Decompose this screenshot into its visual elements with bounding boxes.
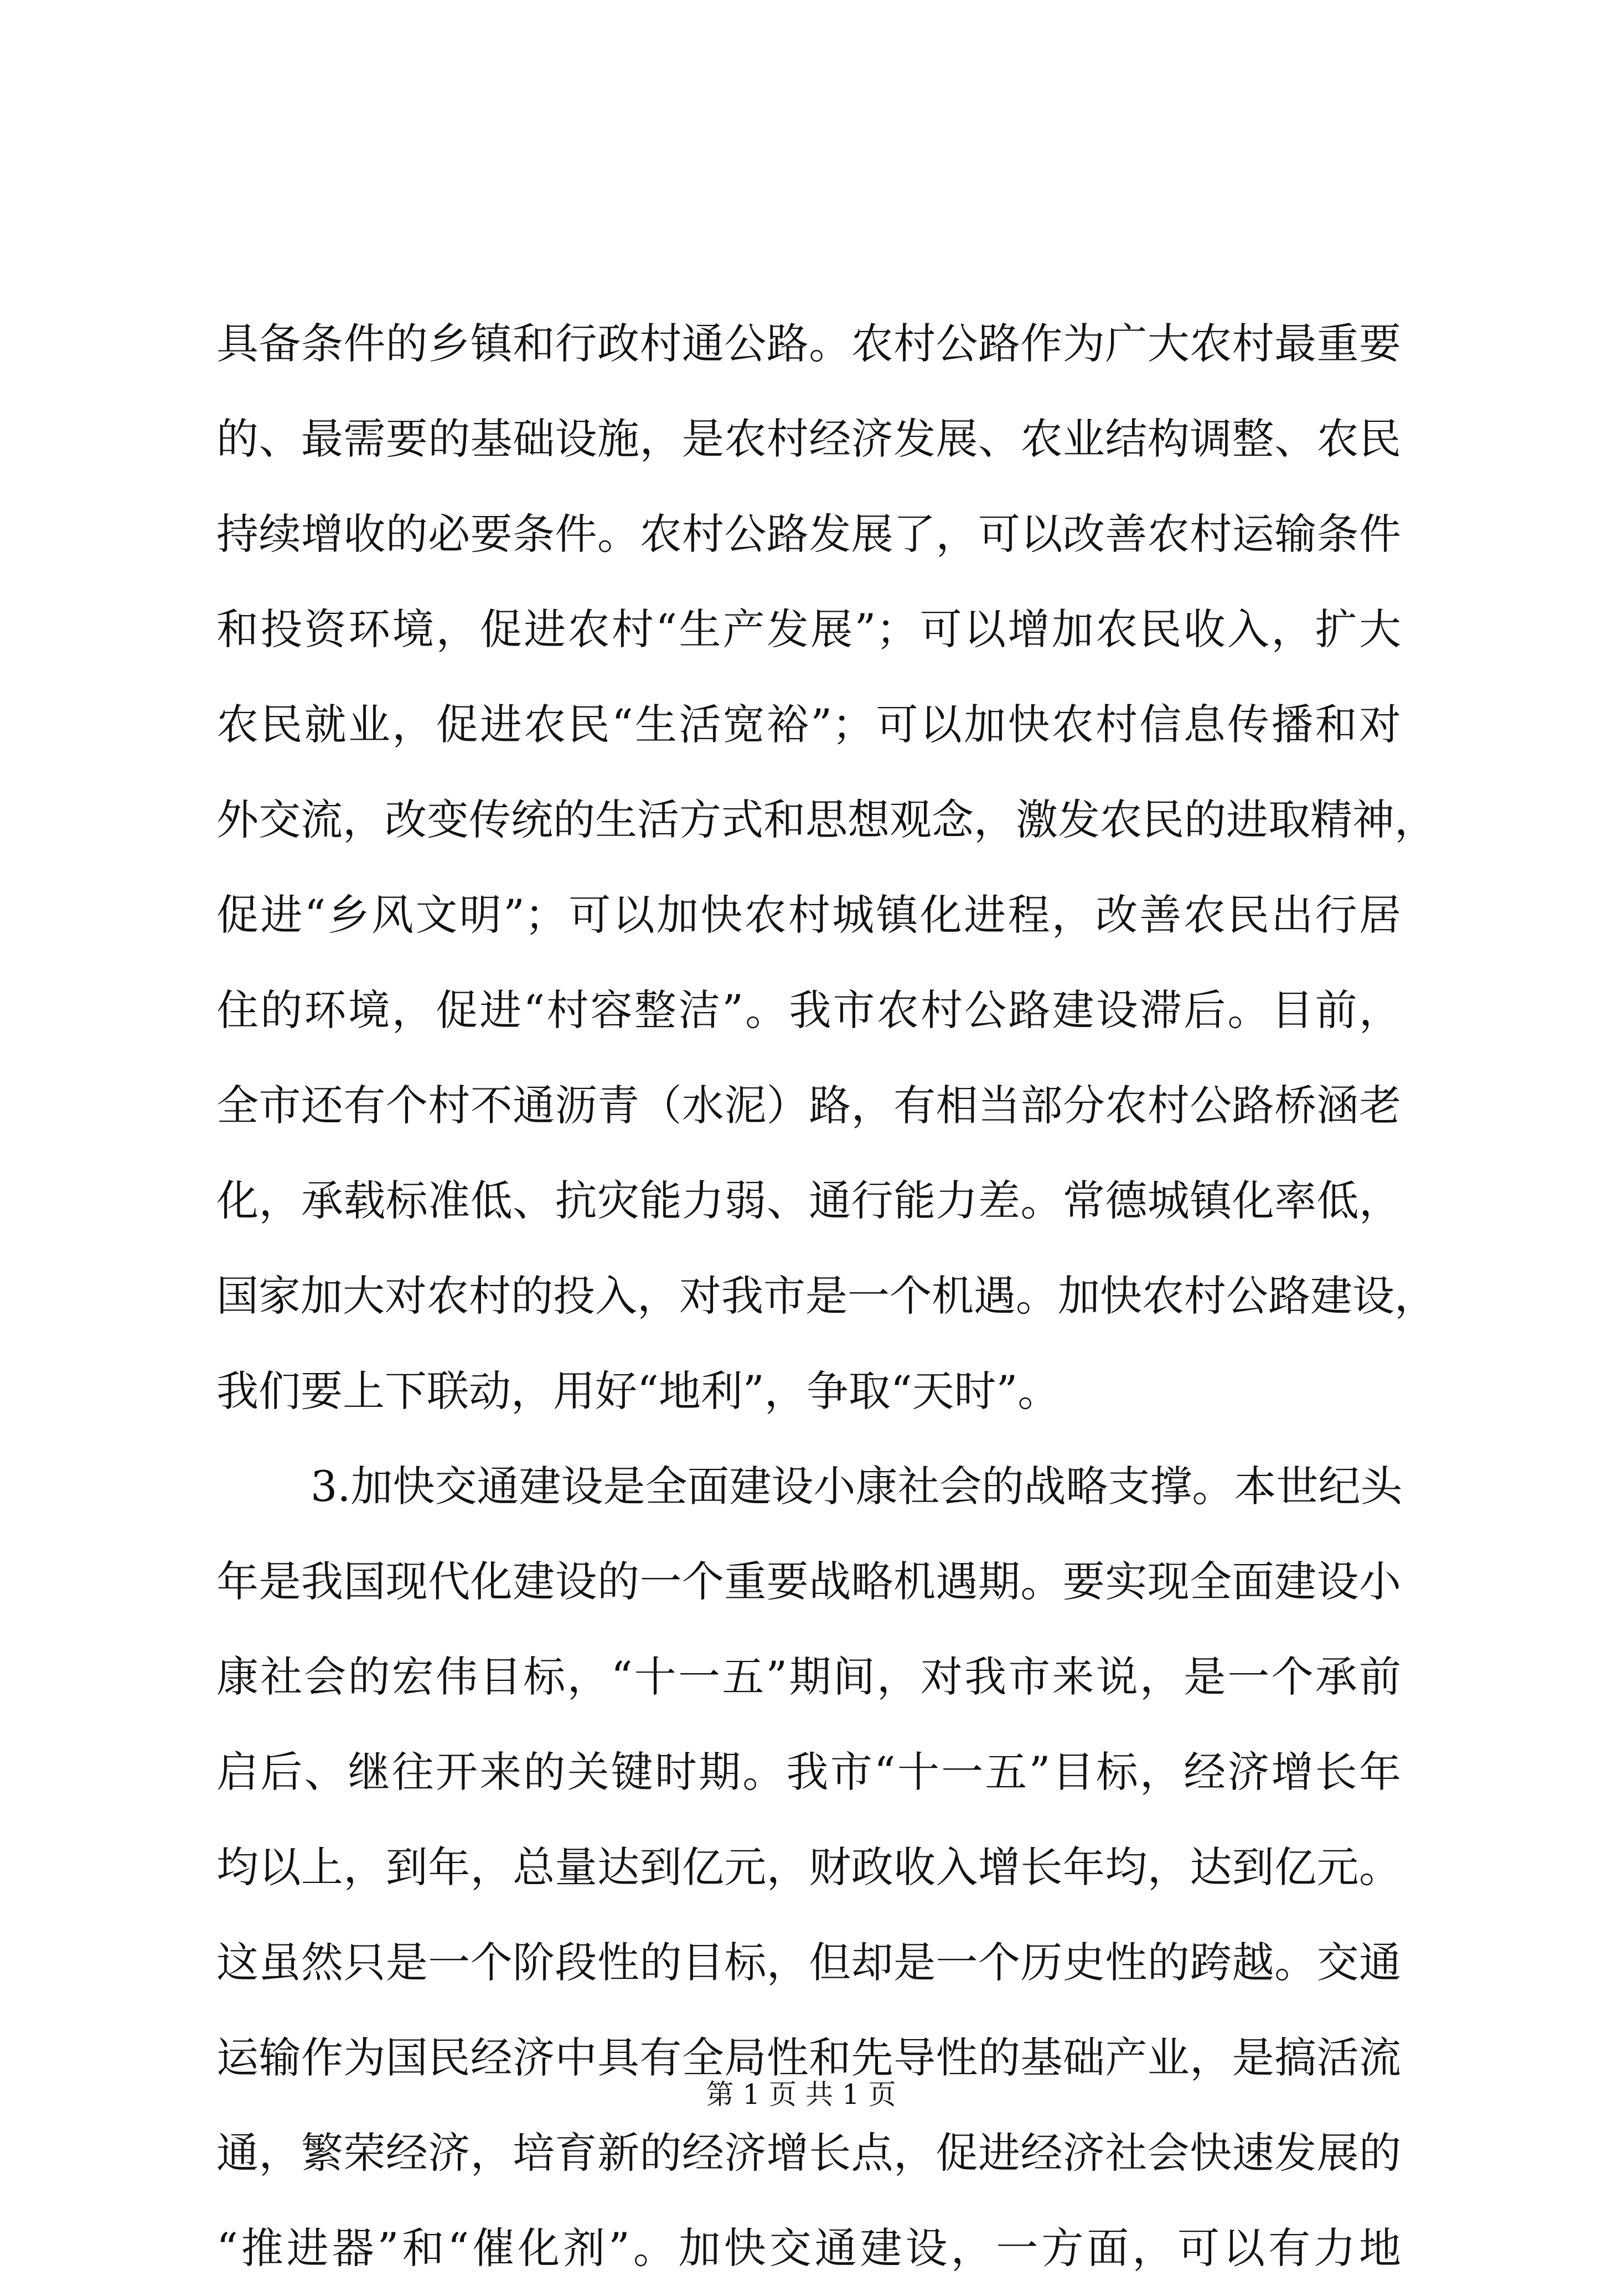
text-line: 持续增收的必要条件。农村公路发展了，可以改善农村运输条件 [216, 509, 1401, 559]
text-line: 化，承载标准低、抗灾能力弱、通行能力差。常德城镇化率低， [216, 1176, 1401, 1225]
page-footer [0, 2075, 1602, 2114]
text-line: 康社会的宏伟目标，“十一五”期间，对我市来说，是一个承前 [216, 1652, 1401, 1701]
page-number-label: 第 1 页 共 1 页 [706, 2078, 896, 2111]
text-line: 外交流，改变传统的生活方式和思想观念，激发农民的进取精神， [216, 795, 1436, 844]
text-line: 农民就业，促进农民“生活宽裕”；可以加快农村信息传播和对 [216, 700, 1401, 749]
text-line: 国家加大对农村的投入，对我市是一个机遇。加快农村公路建设， [216, 1271, 1436, 1320]
text-line: 运输作为国民经济中具有全局性和先导性的基础产业，是搞活流 [216, 2033, 1401, 2082]
text-line: 全市还有个村不通沥青（水泥）路，有相当部分农村公路桥涵老 [216, 1081, 1401, 1130]
text-line: 均以上，到年，总量达到亿元，财政收入增长年均，达到亿元。 [216, 1843, 1401, 1892]
text-line: 具备条件的乡镇和行政村通公路。农村公路作为广大农村最重要 [216, 319, 1401, 368]
text-line: 启后、继往开来的关键时期。我市“十一五”目标，经济增长年 [216, 1747, 1401, 1797]
text-line: 促进“乡风文明”；可以加快农村城镇化进程，改善农民出行居 [216, 890, 1401, 940]
text-line: 的、最需要的基础设施，是农村经济发展、农业结构调整、农民 [216, 414, 1401, 463]
text-line: 这虽然只是一个阶段性的目标，但却是一个历史性的跨越。交通 [216, 1938, 1401, 1987]
text-line: 我们要上下联动，用好“地利”，争取“天时”。 [216, 1366, 1060, 1416]
document-body [216, 296, 1436, 2296]
text-line: “推进器”和“催化剂”。加快交通建设，一方面，可以有力地 [216, 2223, 1401, 2273]
paragraph-first-line: 3.加快交通建设是全面建设小康社会的战略支撑。本世纪头 [311, 1462, 1403, 1511]
text-line: 年是我国现代化建设的一个重要战略机遇期。要实现全面建设小 [216, 1557, 1401, 1606]
text-line: 住的环境，促进“村容整洁”。我市农村公路建设滞后。目前， [216, 986, 1401, 1035]
text-line: 和投资环境，促进农村“生产发展”；可以增加农民收入，扩大 [216, 605, 1401, 654]
text-line: 通，繁荣经济，培育新的经济增长点，促进经济社会快速发展的 [216, 2128, 1401, 2178]
